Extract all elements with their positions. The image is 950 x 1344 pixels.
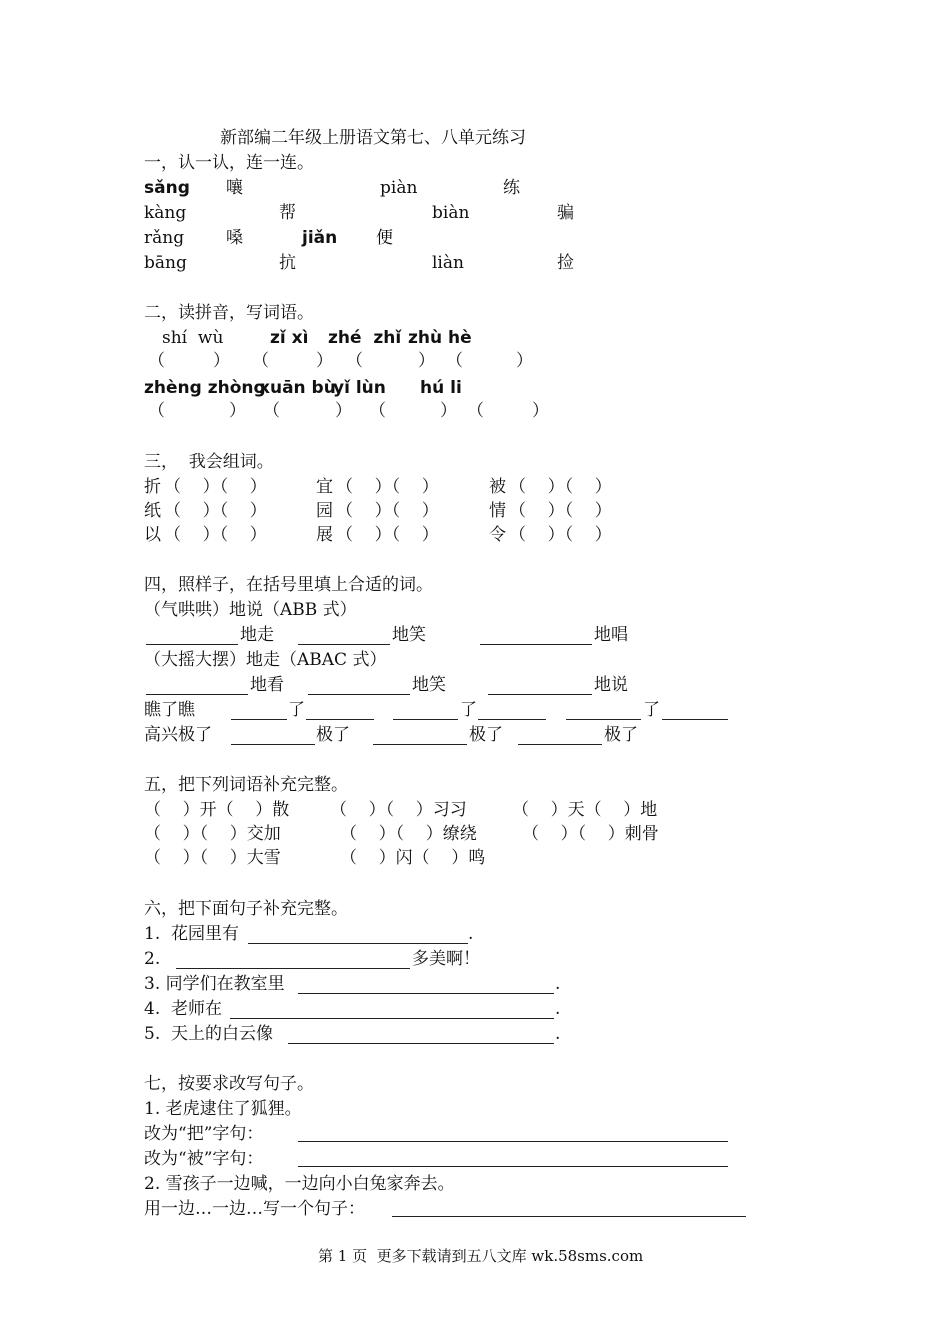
- close-paren: ）: [516, 351, 533, 371]
- answer-blank[interactable]: [373, 744, 467, 745]
- pinyin: shí wù: [162, 328, 224, 348]
- question: 1. 老虎逮住了狐狸。: [144, 1099, 302, 1119]
- character: 练: [503, 178, 520, 198]
- pinyin: zhèng zhòng: [144, 378, 266, 398]
- pinyin: liàn: [432, 253, 464, 273]
- answer-blank[interactable]: [480, 644, 592, 645]
- character: 抗: [279, 253, 296, 273]
- period: .: [555, 999, 561, 1019]
- idiom-blank: （ ）开（ ）散: [144, 800, 290, 820]
- open-paren: （: [252, 351, 269, 371]
- blank-pair: （ ）（ ）: [164, 501, 267, 521]
- middle-char: 了: [460, 700, 477, 720]
- period: .: [555, 974, 561, 994]
- open-paren: （: [148, 351, 165, 371]
- example-abac: （大摇大摆）地走（ABAC 式）: [144, 650, 387, 670]
- character: 宜: [316, 477, 333, 497]
- answer-blank[interactable]: [308, 694, 410, 695]
- instruction: 改为“被”字句：: [144, 1149, 264, 1169]
- character: 嚷: [226, 178, 243, 198]
- example-label: 瞧了瞧: [144, 700, 195, 720]
- section-6-heading: 六，把下面句子补充完整。: [144, 899, 348, 919]
- middle-char: 了: [643, 700, 660, 720]
- answer-blank[interactable]: [298, 993, 554, 994]
- sentence-prompt: 3. 同学们在教室里: [144, 974, 285, 994]
- period: .: [468, 924, 474, 944]
- pinyin: xuān bù: [259, 378, 336, 398]
- answer-blank[interactable]: [146, 694, 248, 695]
- answer-blank[interactable]: [231, 744, 315, 745]
- pinyin: rǎng: [144, 228, 185, 248]
- character: 被: [489, 477, 506, 497]
- section-3-heading: 三， 我会组词。: [144, 452, 274, 472]
- answer-blank[interactable]: [488, 694, 592, 695]
- character: 骗: [557, 203, 574, 223]
- pinyin: bāng: [144, 253, 187, 273]
- character: 情: [489, 501, 506, 521]
- answer-blank[interactable]: [298, 1166, 728, 1167]
- answer-blank[interactable]: [662, 719, 728, 720]
- blank-pair: （ ）（ ）: [164, 477, 267, 497]
- suffix: 地笑: [392, 625, 426, 645]
- suffix: 地看: [250, 675, 284, 695]
- blank-pair: （ ）（ ）: [164, 525, 267, 545]
- suffix: 地笑: [412, 675, 446, 695]
- period: .: [555, 1024, 561, 1044]
- close-paren: ）: [316, 351, 333, 371]
- character: 帮: [279, 203, 296, 223]
- pinyin: zǐ xì: [270, 328, 309, 348]
- open-paren: （: [467, 401, 484, 421]
- suffix: 地说: [594, 675, 628, 695]
- question: 2. 雪孩子一边喊，一边向小白兔家奔去。: [144, 1174, 455, 1194]
- answer-blank[interactable]: [231, 719, 287, 720]
- sentence-end: 多美啊！: [412, 949, 480, 969]
- character: 折: [144, 477, 161, 497]
- section-4-heading: 四，照样子，在括号里填上合适的词。: [144, 575, 433, 595]
- instruction: 用一边…一边…写一个句子：: [144, 1199, 365, 1219]
- open-paren: （: [346, 351, 363, 371]
- answer-blank[interactable]: [176, 968, 410, 969]
- close-paren: ）: [229, 401, 246, 421]
- suffix: 地唱: [594, 625, 628, 645]
- pinyin: biàn: [432, 203, 470, 223]
- close-paren: ）: [440, 401, 457, 421]
- suffix: 极了: [469, 725, 503, 745]
- pinyin: jiǎn: [302, 228, 338, 248]
- character: 以: [144, 525, 161, 545]
- blank-pair: （ ）（ ）: [509, 477, 612, 497]
- pinyin: yǐ lùn: [333, 378, 386, 398]
- close-paren: ）: [532, 401, 549, 421]
- character: 园: [316, 501, 333, 521]
- section-1-heading: 一，认一认，连一连。: [144, 153, 314, 173]
- idiom-blank: （ ）闪（ ）鸣: [340, 848, 486, 868]
- blank-pair: （ ）（ ）: [509, 501, 612, 521]
- idiom-blank: （ ）（ ）习习: [330, 800, 467, 820]
- character: 令: [489, 525, 506, 545]
- pinyin: zhé zhǐ: [328, 328, 402, 348]
- character: 展: [316, 525, 333, 545]
- answer-blank[interactable]: [518, 744, 602, 745]
- pinyin: sǎng: [144, 178, 190, 198]
- pinyin: kàng: [144, 203, 187, 223]
- sentence-prompt: 5. 天上的白云像: [144, 1024, 274, 1044]
- character: 捡: [557, 253, 574, 273]
- close-paren: ）: [418, 351, 435, 371]
- blank-pair: （ ）（ ）: [336, 501, 439, 521]
- example-label: 高兴极了: [144, 725, 212, 745]
- pinyin: hú li: [420, 378, 462, 398]
- section-2-heading: 二，读拼音，写词语。: [144, 303, 314, 323]
- idiom-blank: （ ）天（ ）地: [512, 800, 658, 820]
- open-paren: （: [369, 401, 386, 421]
- blank-pair: （ ）（ ）: [336, 525, 439, 545]
- answer-blank[interactable]: [298, 1141, 728, 1142]
- answer-blank[interactable]: [392, 1216, 746, 1217]
- answer-blank[interactable]: [248, 943, 468, 944]
- answer-blank[interactable]: [306, 719, 374, 720]
- close-paren: ）: [213, 351, 230, 371]
- blank-pair: （ ）（ ）: [509, 525, 612, 545]
- character: 嗓: [226, 228, 243, 248]
- answer-blank[interactable]: [298, 644, 390, 645]
- answer-blank[interactable]: [478, 719, 546, 720]
- sentence-number: 2.: [144, 949, 161, 969]
- section-7-heading: 七，按要求改写句子。: [144, 1074, 314, 1094]
- answer-blank[interactable]: [146, 644, 238, 645]
- suffix: 地走: [240, 625, 274, 645]
- suffix: 极了: [604, 725, 638, 745]
- sentence-prompt: 4. 老师在: [144, 999, 223, 1019]
- example-abb: （气哄哄）地说（ABB 式）: [144, 600, 357, 620]
- close-paren: ）: [335, 401, 352, 421]
- middle-char: 了: [288, 700, 305, 720]
- idiom-blank: （ ）（ ）缭绕: [340, 824, 477, 844]
- suffix: 极了: [316, 725, 350, 745]
- section-5-heading: 五，把下列词语补充完整。: [144, 775, 348, 795]
- idiom-blank: （ ）（ ）大雪: [144, 848, 281, 868]
- answer-blank[interactable]: [393, 719, 458, 720]
- open-paren: （: [446, 351, 463, 371]
- page-title: 新部编二年级上册语文第七、八单元练习: [220, 128, 526, 148]
- answer-blank[interactable]: [566, 719, 641, 720]
- page-footer: 第 1 页 更多下载请到五八文库 wk.58sms.com: [318, 1247, 644, 1265]
- open-paren: （: [263, 401, 280, 421]
- blank-pair: （ ）（ ）: [336, 477, 439, 497]
- character: 纸: [144, 501, 161, 521]
- pinyin: zhù hè: [408, 328, 472, 348]
- idiom-blank: （ ）（ ）交加: [144, 824, 281, 844]
- answer-blank[interactable]: [288, 1043, 554, 1044]
- sentence-prompt: 1. 花园里有: [144, 924, 240, 944]
- pinyin: piàn: [380, 178, 418, 198]
- idiom-blank: （ ）（ ）刺骨: [522, 824, 659, 844]
- character: 便: [376, 228, 393, 248]
- open-paren: （: [148, 401, 165, 421]
- instruction: 改为“把”字句：: [144, 1124, 264, 1144]
- answer-blank[interactable]: [230, 1018, 554, 1019]
